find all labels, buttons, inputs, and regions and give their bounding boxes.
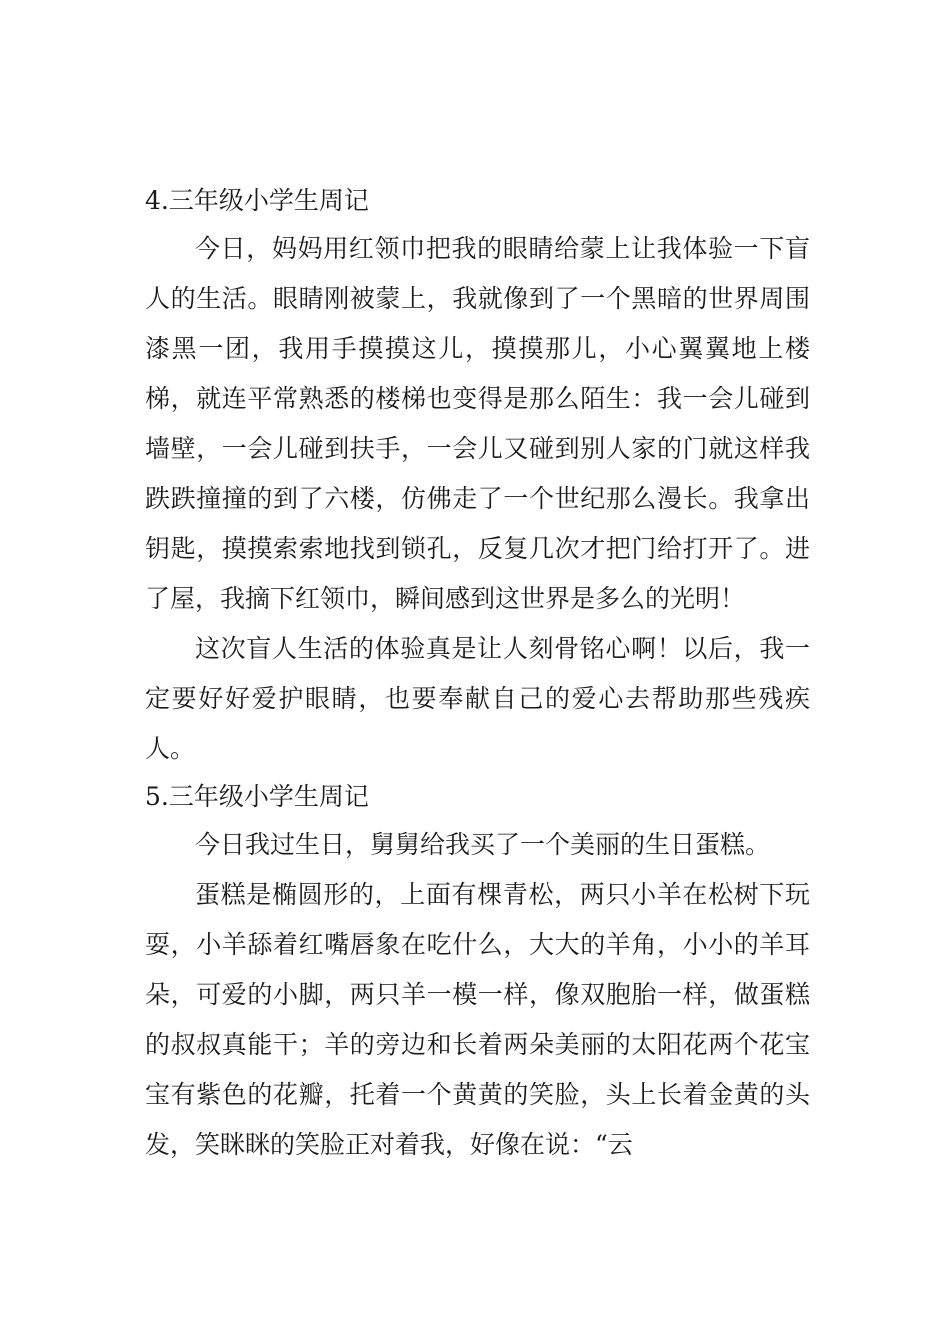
entry-paragraph: 蛋糕是椭圆形的，上面有棵青松，两只小羊在松树下玩耍，小羊舔着红嘴唇象在吃什么，大大的羊角，小小的羊耳朵，可爱的小脚，两只羊一模一样，像双胞胎一样，做蛋糕的叔叔真能干；羊的旁边和长着两朵美丽的太阳花两个花宝宝有紫色的花瓣，托着一个黄黄的笑脸，头上长着金黄的头发，笑眯眯的笑脸正对着我，好像在说：“云 bbox=[145, 880, 810, 1159]
journal-entry-5 bbox=[145, 774, 810, 1170]
journal-entry-4 bbox=[145, 178, 810, 774]
entry-paragraph: 今日，妈妈用红领巾把我的眼睛给蒙上让我体验一下盲人的生活。眼睛刚被蒙上，我就像到了一个黑暗的世界周围漆黑一团，我用手摸摸这儿，摸摸那儿，小心翼翼地上楼梯，就连平常熟悉的楼梯也变得是那么陌生：我一会儿碰到墙壁，一会儿碰到扶手，一会儿又碰到别人家的门就这样我跌跌撞撞的到了六楼，仿佛走了一个世纪那么漫长。我拿出钥匙，摸摸索索地找到锁孔，反复几次才把门给打开了。进了屋，我摘下红领巾，瞬间感到这世界是多么的光明！ bbox=[145, 234, 810, 613]
entry-paragraph: 今日我过生日，舅舅给我买了一个美丽的生日蛋糕。 bbox=[195, 830, 771, 859]
entry-heading: 4.三年级小学生周记 bbox=[145, 186, 369, 215]
entry-paragraph: 这次盲人生活的体验真是让人刻骨铭心啊！以后，我一定要好好爱护眼睛，也要奉献自己的爱心去帮助那些残疾人。 bbox=[145, 634, 810, 763]
entry-heading: 5.三年级小学生周记 bbox=[145, 782, 369, 811]
document-page bbox=[145, 178, 810, 1170]
